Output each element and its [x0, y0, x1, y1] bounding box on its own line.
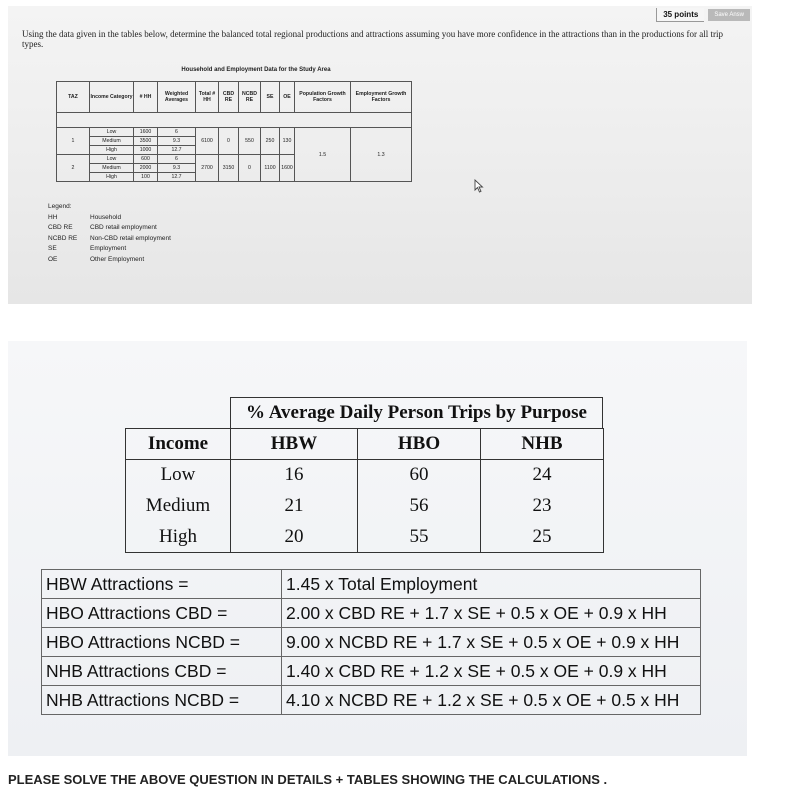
- table-row: [126, 460, 604, 491]
- legend-value: Non-CBD retail employment: [90, 234, 171, 242]
- legend-value: Employment: [90, 245, 127, 252]
- hbo-cell: 56: [358, 491, 481, 522]
- weighted-cell: 9.3: [158, 137, 196, 146]
- col-se: SE: [261, 82, 280, 113]
- col-nhb: NHB: [481, 429, 604, 460]
- hbw-cell: 21: [231, 491, 358, 522]
- income-cell: High: [90, 173, 134, 182]
- hbw-cell: 20: [231, 522, 358, 553]
- weighted-cell: 12.7: [158, 173, 196, 182]
- legend-key: NCBD RE: [48, 234, 78, 242]
- legend-value: Household: [90, 213, 122, 221]
- income-cell: Low: [90, 128, 134, 137]
- weighted-cell: 9.3: [158, 164, 196, 173]
- legend-item: [48, 255, 171, 266]
- question-image-bottom: [8, 341, 747, 756]
- col-taz: TAZ: [57, 82, 90, 113]
- income-cell: Low: [126, 460, 231, 491]
- nhb-cell: 23: [481, 491, 604, 522]
- nhb-cell: 24: [481, 460, 604, 491]
- legend-item: [48, 213, 171, 224]
- equation-label: NHB Attractions CBD =: [42, 657, 282, 686]
- se-cell: 1100: [261, 155, 280, 182]
- hh-cell: 2000: [134, 164, 158, 173]
- trip-purpose-table: [125, 428, 604, 553]
- hh-cell: 3500: [134, 137, 158, 146]
- taz-cell: 1: [57, 128, 90, 155]
- question-prompt: Using the data given in the tables below, determine the balanced total regional productions and attractions assuming you have more confidence in the attractions than in the productions for all trip types.: [22, 29, 723, 49]
- col-weighted: Weighted Averages: [158, 82, 196, 113]
- col-hbw: HBW: [231, 429, 358, 460]
- cbd-re-cell: 0: [219, 128, 239, 155]
- weighted-cell: 6: [158, 128, 196, 137]
- legend-title: Legend:: [48, 203, 72, 210]
- trips-table-title: % Average Daily Person Trips by Purpose: [230, 397, 603, 428]
- legend-item: [48, 223, 171, 234]
- mouse-cursor-icon: [474, 179, 484, 193]
- col-oe: OE: [280, 82, 295, 113]
- hh-cell: 100: [134, 173, 158, 182]
- col-hbo: HBO: [358, 429, 481, 460]
- oe-cell: 1600: [280, 155, 295, 182]
- equation-label: HBO Attractions CBD =: [42, 599, 282, 628]
- equation-label: HBW Attractions =: [42, 570, 282, 599]
- question-toolbar: [656, 6, 752, 24]
- points-badge: 35 points: [656, 8, 704, 22]
- col-income: Income: [126, 429, 231, 460]
- equation-formula: 9.00 x NCBD RE + 1.7 x SE + 0.5 x OE + 0.9 x HH: [282, 628, 701, 657]
- total-hh-cell: 6100: [196, 128, 219, 155]
- legend: [48, 202, 171, 265]
- emp-growth-cell: 1.3: [351, 128, 412, 182]
- col-pop-growth: Population Growth Factors: [295, 82, 351, 113]
- cbd-re-cell: 3150: [219, 155, 239, 182]
- se-cell: 250: [261, 128, 280, 155]
- hbo-cell: 60: [358, 460, 481, 491]
- hh-cell: 1600: [134, 128, 158, 137]
- table-row: [42, 599, 701, 628]
- income-cell: Medium: [90, 137, 134, 146]
- equation-label: NHB Attractions NCBD =: [42, 686, 282, 715]
- col-cbd-re: CBD RE: [219, 82, 239, 113]
- income-cell: Medium: [90, 164, 134, 173]
- legend-key: SE: [48, 245, 57, 252]
- legend-value: Other Employment: [90, 255, 145, 263]
- equation-formula: 4.10 x NCBD RE + 1.2 x SE + 0.5 x OE + 0.5 x HH: [282, 686, 701, 715]
- equation-formula: 1.40 x CBD RE + 1.2 x SE + 0.5 x OE + 0.9 x HH: [282, 657, 701, 686]
- hh-cell: 1000: [134, 146, 158, 155]
- table-row: [42, 570, 701, 599]
- equation-label: HBO Attractions NCBD =: [42, 628, 282, 657]
- pop-growth-cell: 1.5: [295, 128, 351, 182]
- total-hh-cell: 2700: [196, 155, 219, 182]
- legend-key: OE: [48, 255, 58, 263]
- table-row: [42, 628, 701, 657]
- col-emp-growth: Employment Growth Factors: [351, 82, 412, 113]
- hbw-cell: 16: [231, 460, 358, 491]
- weighted-cell: 6: [158, 155, 196, 164]
- table-row: [126, 491, 604, 522]
- nhb-cell: 25: [481, 522, 604, 553]
- table-row: [57, 128, 412, 137]
- table-row: [42, 657, 701, 686]
- question-request-text: PLEASE SOLVE THE ABOVE QUESTION IN DETAILS + TABLES SHOWING THE CALCULATIONS .: [8, 772, 608, 787]
- legend-key: HH: [48, 213, 58, 221]
- col-ncbd-re: NCBD RE: [239, 82, 261, 113]
- equation-formula: 1.45 x Total Employment: [282, 570, 701, 599]
- oe-cell: 130: [280, 128, 295, 155]
- ncbd-re-cell: 0: [239, 155, 261, 182]
- col-total-hh: Total # HH: [196, 82, 219, 113]
- attraction-equations-table: [41, 569, 701, 715]
- table-row: [126, 522, 604, 553]
- legend-item: [48, 234, 171, 245]
- taz-cell: 2: [57, 155, 90, 182]
- income-cell: High: [90, 146, 134, 155]
- col-income: Income Category: [90, 82, 134, 113]
- ncbd-re-cell: 550: [239, 128, 261, 155]
- income-cell: High: [126, 522, 231, 553]
- weighted-cell: 12.7: [158, 146, 196, 155]
- income-cell: Low: [90, 155, 134, 164]
- household-employment-table: [56, 81, 412, 182]
- hh-cell: 600: [134, 155, 158, 164]
- legend-key: CBD RE: [48, 224, 73, 231]
- legend-item: [48, 244, 171, 255]
- household-table-title: Household and Employment Data for the Study Area: [181, 67, 331, 73]
- table-spacer-row: [57, 113, 412, 128]
- col-hh: # HH: [134, 82, 158, 113]
- save-answer-button[interactable]: Save Answ: [708, 9, 750, 21]
- question-image-top: [8, 6, 752, 304]
- hbo-cell: 55: [358, 522, 481, 553]
- legend-value: CBD retail employment: [90, 224, 157, 231]
- table-row: [42, 686, 701, 715]
- equation-formula: 2.00 x CBD RE + 1.7 x SE + 0.5 x OE + 0.9 x HH: [282, 599, 701, 628]
- income-cell: Medium: [126, 491, 231, 522]
